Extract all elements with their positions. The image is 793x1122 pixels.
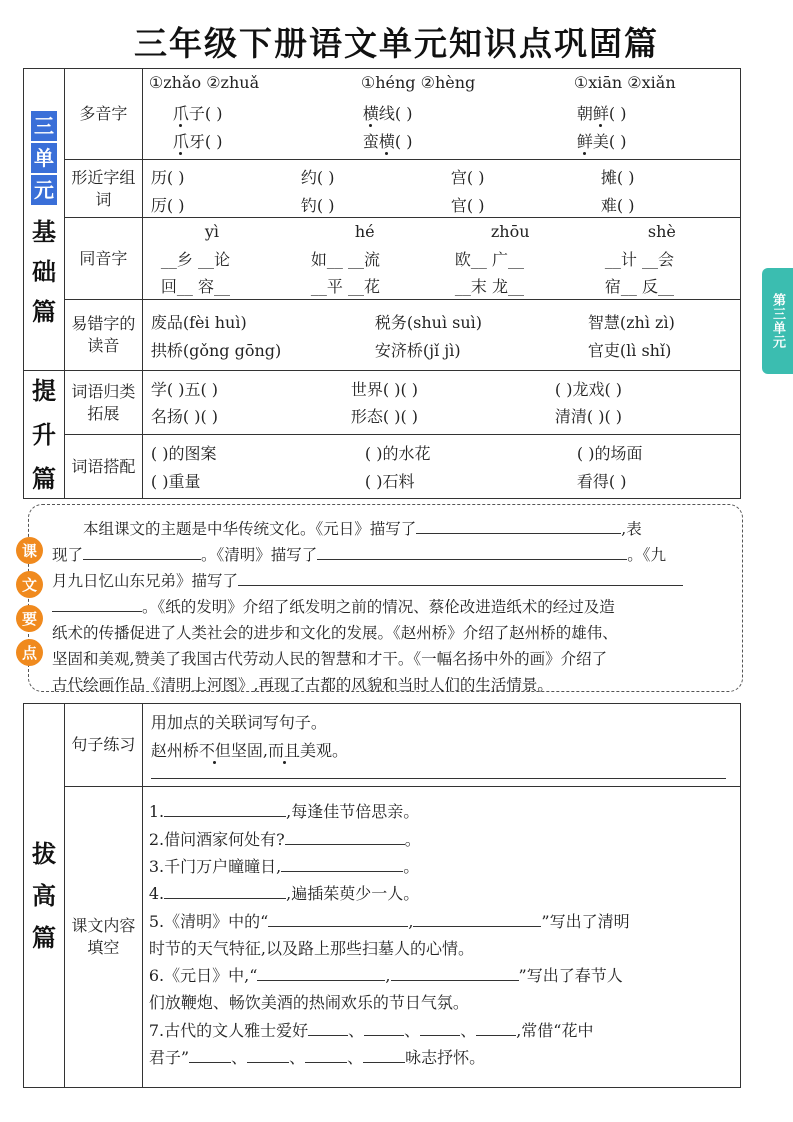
fill-7-blank-e[interactable] (189, 1046, 231, 1063)
section-basic-label-3: 元 (31, 175, 57, 205)
similar-1-2[interactable]: 约( ) (300, 168, 335, 187)
homo-1-3[interactable]: 欧__ 广__ (454, 250, 524, 269)
similar-2-1[interactable]: 厉( ) (150, 196, 185, 215)
similar-2-2[interactable]: 钓( ) (300, 196, 335, 215)
homo-pinyin-yi: yì (204, 222, 220, 241)
knowledge-table (23, 68, 741, 499)
item-zhuaya[interactable]: 爪牙( ) (172, 132, 223, 151)
fill-6-blank-b[interactable] (391, 964, 519, 981)
label-polyphone: 多音字 (64, 69, 142, 160)
homo-1-4[interactable]: __计 __会 (604, 250, 674, 269)
fill-7-blank-d[interactable] (476, 1019, 516, 1036)
fill-5-blank-b[interactable] (413, 910, 541, 927)
fill-6-blank-a[interactable] (257, 964, 385, 981)
section-improve (24, 371, 65, 499)
label-homophone: 同音字 (64, 218, 142, 300)
match-1-3[interactable]: ( )的场面 (576, 444, 643, 463)
fill-3: 3.千门万户曈曈日, 。 (148, 857, 420, 876)
similar-1-4[interactable]: 摊( ) (600, 168, 635, 187)
pinyin-heng: ①héng ②hèng (360, 73, 476, 92)
polyphone-cell (142, 69, 740, 160)
section-improve-1: 提 (31, 376, 56, 405)
kp-line-1: 本组课文的主题是中华传统文化。《元日》描写了 (83, 520, 417, 538)
fill-4: 4. ,遍插茱萸少一人。 (148, 884, 420, 903)
fill-6: 6.《元日》中,“ , ”写出了春节人 (148, 966, 623, 985)
category-1-2[interactable]: 世界( )( ) (350, 380, 419, 399)
label-sentence: 句子练习 (64, 704, 142, 787)
kp-line-3: 月九日忆山东兄弟》描写了 (52, 572, 239, 590)
kp-line-2c: 。《九 (627, 546, 667, 564)
label-similar: 形近字组词 (64, 160, 142, 218)
match-2-1[interactable]: ( )重量 (150, 472, 201, 491)
similar-1-1[interactable]: 历( ) (150, 168, 185, 187)
item-chaoxian[interactable]: 朝鲜( ) (576, 104, 627, 123)
fill-7-blank-c[interactable] (420, 1019, 460, 1036)
fill-3-blank[interactable] (281, 855, 403, 872)
sentence-example: 赵州桥不但坚固,而且美观。 (150, 741, 349, 760)
match-cell (142, 435, 740, 499)
label-match: 词语搭配 (64, 435, 142, 499)
fill-7: 7.古代的文人雅士爱好 、 、 、 ,常借“花中 (148, 1021, 594, 1040)
kp-line-4: 。《纸的发明》介绍了纸发明之前的情况、蔡伦改进造纸术的经过及造 (142, 598, 615, 616)
section-improve-3: 篇 (31, 464, 56, 493)
section-advance-2: 高 (31, 881, 56, 910)
fill-1: 1. ,每逢佳节倍思亲。 (148, 802, 420, 821)
misread-1-1[interactable]: 废品(fèi huì) (150, 313, 247, 332)
homo-pinyin-zhou: zhōu (490, 222, 530, 241)
kp-blank-2[interactable] (83, 543, 201, 560)
kp-line-2b: 。《清明》描写了 (201, 546, 318, 564)
misread-1-2[interactable]: 税务(shuì suì) (374, 313, 483, 332)
fill-5-cont: 时节的天气特征,以及路上那些扫墓人的心情。 (148, 939, 474, 958)
category-2-1[interactable]: 名扬( )( ) (150, 407, 219, 426)
misread-cell (142, 300, 740, 371)
section-basic-word-1: 基 (31, 217, 56, 246)
section-advance-1: 拔 (31, 839, 56, 868)
category-2-3[interactable]: 清清( )( ) (554, 407, 623, 426)
homo-2-2[interactable]: __平 __花 (310, 277, 380, 296)
kp-blank-1[interactable] (416, 517, 621, 534)
fill-cell (142, 787, 740, 1088)
misread-2-3[interactable]: 官吏(lì shǐ) (587, 341, 672, 360)
category-1-3[interactable]: ( )龙戏( ) (554, 380, 623, 399)
match-1-2[interactable]: ( )的水花 (364, 444, 431, 463)
fill-7-blank-g[interactable] (305, 1046, 347, 1063)
sentence-answer-line[interactable] (151, 778, 726, 779)
fill-7-blank-f[interactable] (247, 1046, 289, 1063)
homo-2-4[interactable]: 宿__ 反__ (604, 277, 674, 296)
homo-pinyin-he: hé (354, 222, 375, 241)
item-zhuazi[interactable]: 爪子( ) (172, 104, 223, 123)
misread-1-3[interactable]: 智慧(zhì zì) (587, 313, 675, 332)
item-xianmei[interactable]: 鲜美( ) (576, 132, 627, 151)
match-2-3[interactable]: 看得( ) (576, 472, 627, 491)
section-advance (24, 704, 65, 1088)
pinyin-zhao: ①zhǎo ②zhuǎ (148, 73, 260, 92)
misread-2-1[interactable]: 拱桥(gǒng gōng) (150, 341, 282, 360)
fill-4-blank[interactable] (164, 882, 286, 899)
kp-blank-4[interactable] (238, 569, 683, 586)
category-cell (142, 371, 740, 435)
page-title: 三年级下册语文单元知识点巩固篇 (134, 24, 659, 63)
keypoint-badge-2: 文 (16, 571, 43, 598)
kp-line-2a: 现了 (52, 546, 84, 564)
fill-6-cont: 们放鞭炮、畅饮美酒的热闹欢乐的节日气氛。 (148, 993, 469, 1012)
keypoint-badge-1: 课 (16, 537, 43, 564)
homophone-cell (142, 218, 740, 300)
fill-2-blank[interactable] (285, 828, 405, 845)
kp-blank-5[interactable] (52, 595, 142, 612)
unit-side-tab[interactable]: 第三单元 (762, 268, 793, 374)
keypoint-badge-3: 要 (16, 605, 43, 632)
category-2-2[interactable]: 形态( )( ) (350, 407, 419, 426)
similar-2-3[interactable]: 官( ) (450, 196, 485, 215)
match-1-1[interactable]: ( )的图案 (150, 444, 217, 463)
sentence-instruction: 用加点的关联词写句子。 (150, 713, 327, 732)
section-improve-2: 升 (31, 420, 56, 449)
fill-7-blank-h[interactable] (363, 1046, 405, 1063)
category-1-1[interactable]: 学( )五( ) (150, 380, 219, 399)
fill-2: 2.借问酒家何处有? 。 (148, 830, 421, 849)
kp-blank-3[interactable] (317, 543, 627, 560)
label-category: 词语归类拓展 (64, 371, 142, 435)
keypoints-text (52, 516, 730, 698)
section-advance-3: 篇 (31, 923, 56, 952)
fill-5: 5.《清明》中的“ , ”写出了清明 (148, 912, 630, 931)
section-basic-label-1: 三 (31, 111, 57, 141)
fill-7-blank-a[interactable] (308, 1019, 348, 1036)
similar-2-4[interactable]: 难( ) (600, 196, 635, 215)
kp-line-6: 坚固和美观,赞美了我国古代劳动人民的智慧和才干。《一幅名扬中外的画》介绍了 (52, 650, 608, 668)
similar-cell (142, 160, 740, 218)
kp-line-7: 古代绘画作品《清明上河图》,再现了古都的风貌和当时人们的生活情景。 (52, 676, 553, 694)
kp-line-1b: ,表 (621, 520, 642, 538)
fill-7-cont: 君子” 、 、 、 咏志抒怀。 (148, 1048, 486, 1067)
homo-1-2[interactable]: 如__ __流 (310, 250, 380, 269)
item-hengxian[interactable]: 横线( ) (362, 104, 413, 123)
fill-7-blank-b[interactable] (364, 1019, 404, 1036)
section-basic-word-2: 础 (31, 257, 56, 286)
pinyin-xian: ①xiān ②xiǎn (573, 73, 676, 92)
fill-5-blank-a[interactable] (268, 910, 408, 927)
keypoint-badge-4: 点 (16, 639, 43, 666)
label-misread: 易错字的读音 (64, 300, 142, 371)
homo-pinyin-she: shè (647, 222, 676, 241)
homo-1-1[interactable]: __乡 __论 (160, 250, 230, 269)
homo-2-3[interactable]: __末 龙__ (454, 277, 524, 296)
homo-2-1[interactable]: 回__ 容__ (160, 277, 230, 296)
item-manheng[interactable]: 蛮横( ) (362, 132, 413, 151)
section-basic (24, 69, 65, 371)
label-fill: 课文内容填空 (64, 787, 142, 1088)
sentence-cell (142, 704, 740, 787)
section-basic-word-3: 篇 (31, 297, 56, 326)
misread-2-2[interactable]: 安济桥(jǐ jì) (374, 341, 461, 360)
match-2-2[interactable]: ( )石料 (364, 472, 415, 491)
similar-1-3[interactable]: 宫( ) (450, 168, 485, 187)
advanced-table (23, 703, 741, 1088)
kp-line-5: 纸术的传播促进了人类社会的进步和文化的发展。《赵州桥》介绍了赵州桥的雄伟、 (52, 624, 618, 642)
fill-1-blank[interactable] (164, 800, 286, 817)
section-basic-label-2: 单 (31, 143, 57, 173)
